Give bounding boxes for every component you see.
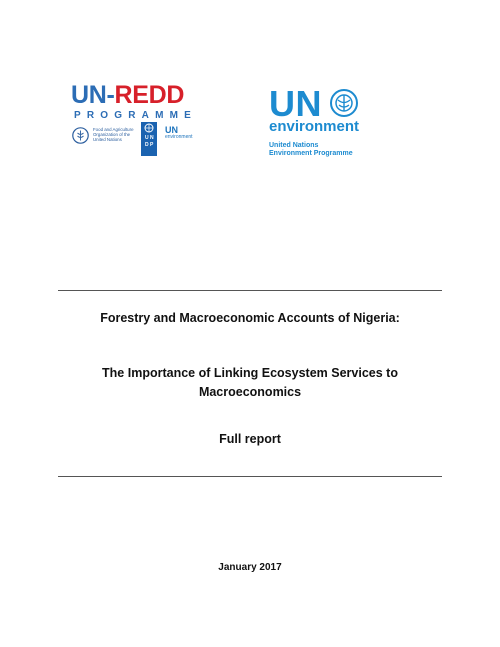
unenv-small-env: environment <box>165 134 193 140</box>
unredd-programme: PROGRAMME <box>74 110 198 121</box>
svg-text:P: P <box>150 142 154 148</box>
undp-logo <box>141 122 157 161</box>
report-type: Full report <box>219 432 281 446</box>
unredd-wordmark-redd: REDD <box>114 81 185 109</box>
report-title: Forestry and Macroeconomic Accounts of Nigeria: <box>100 311 400 325</box>
report-subtitle: The Importance of Linking Ecosystem Services to Macroeconomics <box>102 366 398 399</box>
unep-un-text: UN <box>269 83 322 124</box>
fao-emblem-icon <box>72 127 89 149</box>
svg-text:D: D <box>145 142 149 148</box>
unep-subtitle-line2: Environment Programme <box>269 150 353 157</box>
unenv-small-un: UN <box>165 125 178 135</box>
unep-subtitle-line1: United Nations <box>269 142 319 149</box>
unredd-wordmark-un: UN- <box>71 81 115 109</box>
unredd-wordmark <box>71 83 184 108</box>
publication-date: January 2017 <box>218 562 282 573</box>
unep-environment-text: environment <box>269 118 360 135</box>
unenv-small-logo <box>165 126 193 140</box>
top-divider <box>58 290 442 291</box>
bottom-divider <box>58 476 442 477</box>
svg-text:N: N <box>150 135 154 141</box>
svg-text:U: U <box>145 135 149 141</box>
fao-name-text: Food and Agriculture Organization of the United Nations <box>93 127 134 143</box>
